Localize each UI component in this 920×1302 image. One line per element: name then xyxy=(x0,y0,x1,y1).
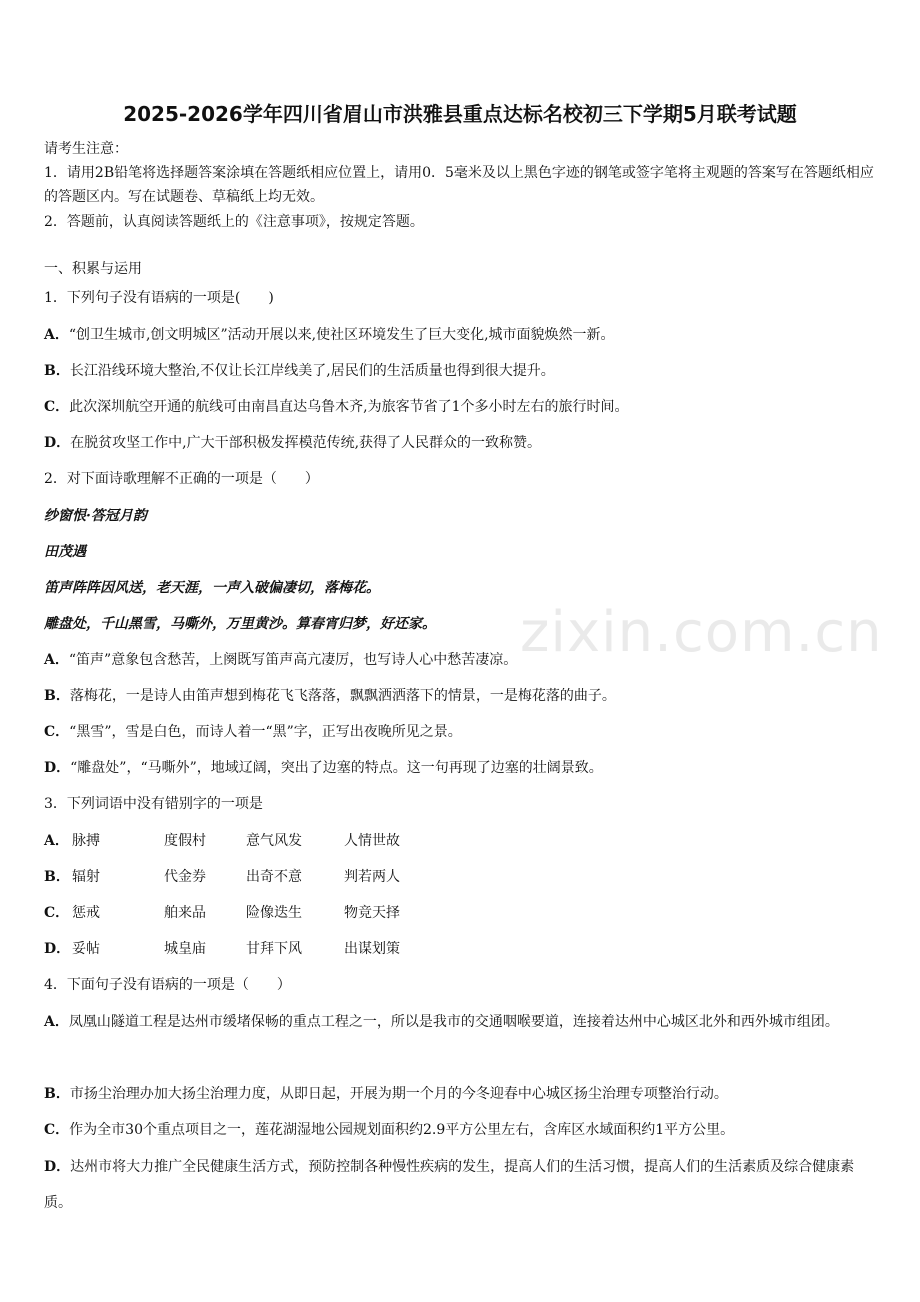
option-letter: D． xyxy=(44,435,71,451)
q4-option-d xyxy=(44,1149,880,1221)
option-text: “笛声”意象包含愁苦，上阕既写笛声高亢凄厉，也写诗人心中愁苦凄凉。 xyxy=(68,652,518,668)
watermark: zixin.com.cn xyxy=(520,600,883,665)
option-letter: A． xyxy=(44,1014,69,1030)
option-letter: B． xyxy=(44,869,70,885)
option-text: 在脱贫攻坚工作中,广大干部积极发挥模范传统,获得了人民群众的一致称赞。 xyxy=(70,435,542,451)
notice-item-2: 2．答题前，认真阅读答题纸上的《注意事项》，按规定答题。 xyxy=(44,214,424,230)
word: 惩戒 xyxy=(72,905,100,921)
option-letter: A． xyxy=(44,327,69,343)
q1-option-c xyxy=(44,396,629,418)
option-letter: D． xyxy=(44,1159,71,1175)
option-text: “雕盘处”，“马嘶外”，地域辽阔，突出了边塞的特点。这一句再现了边塞的壮阔景致。 xyxy=(70,760,603,776)
q4-option-a xyxy=(44,1004,880,1040)
poem-line-2: 雕盘处，千山黑雪，马嘶外，万里黄沙。算春宵归梦，好还家。 xyxy=(44,616,436,632)
option-text: 市扬尘治理办加大扬尘治理力度，从即日起，开展为期一个月的今冬迎春中心城区扬尘治理专项整治行动。 xyxy=(69,1086,728,1102)
q1-option-b xyxy=(44,360,555,382)
option-text: 长江沿线环境大整治,不仅让长江岸线美了,居民们的生活质量也得到很大提升。 xyxy=(69,363,555,379)
q2-option-c xyxy=(44,721,462,743)
option-letter: B． xyxy=(44,688,70,704)
word: 城皇庙 xyxy=(164,941,206,957)
word: 辐射 xyxy=(72,869,100,885)
word: 舶来品 xyxy=(164,905,206,921)
option-letter: C． xyxy=(44,724,70,740)
q1-stem: 1．下列句子没有语病的一项是( ) xyxy=(44,290,274,306)
q2-option-b xyxy=(44,685,616,707)
q4-option-c xyxy=(44,1119,734,1141)
option-letter: A． xyxy=(44,833,69,849)
word: 妥帖 xyxy=(72,941,100,957)
q4-option-b xyxy=(44,1083,728,1105)
option-text: 此次深圳航空开通的航线可由南昌直达乌鲁木齐,为旅客节省了1个多小时左右的旅行时间。 xyxy=(69,399,629,415)
word: 人情世故 xyxy=(344,833,400,849)
option-letter: D． xyxy=(44,760,71,776)
q3-option-a xyxy=(44,830,400,852)
q3-option-d xyxy=(44,938,400,960)
option-text: 落梅花，一是诗人由笛声想到梅花飞飞落落，飘飘洒洒落下的情景，一是梅花落的曲子。 xyxy=(69,688,616,704)
q2-option-a xyxy=(44,649,517,671)
q3-stem: 3．下列词语中没有错别字的一项是 xyxy=(44,796,263,812)
q1-option-a xyxy=(44,324,615,346)
q2-stem: 2．对下面诗歌理解不正确的一项是（ ） xyxy=(44,471,319,487)
option-text: 达州市将大力推广全民健康生活方式，预防控制各种慢性疾病的发生，提高人们的生活习惯，提高人们的生活素质及综合健康素质。 xyxy=(44,1159,855,1211)
poem-title: 纱窗恨·答冠月韵 xyxy=(44,508,147,524)
option-letter: C． xyxy=(44,905,70,921)
word: 物竞天择 xyxy=(344,905,400,921)
poem-line-1: 笛声阵阵因风送，老天涯，一声入破偏凄切，落梅花。 xyxy=(44,580,380,596)
word: 甘拜下风 xyxy=(246,941,302,957)
poem-author: 田茂遇 xyxy=(44,544,86,560)
q4-stem: 4．下面句子没有语病的一项是（ ） xyxy=(44,977,291,993)
word: 出奇不意 xyxy=(246,869,302,885)
option-text: “创卫生城市,创文明城区”活动开展以来,使社区环境发生了巨大变化,城市面貌焕然一新。 xyxy=(68,327,615,343)
option-letter: B． xyxy=(44,363,70,379)
option-letter: A． xyxy=(44,652,69,668)
q2-option-d xyxy=(44,757,603,779)
notice-item-1: 1．请用2B铅笔将选择题答案涂填在答题纸相应位置上，请用0．5毫米及以上黑色字迹的钢笔或签字笔将主观题的答案写在答题纸相应的答题区内。写在试题卷、草稿纸上均无效。 xyxy=(44,165,874,205)
option-letter: C． xyxy=(44,1122,70,1138)
option-letter: B． xyxy=(44,1086,70,1102)
word: 脉搏 xyxy=(72,833,100,849)
section-heading: 一、积累与运用 xyxy=(44,261,142,277)
word: 险像迭生 xyxy=(246,905,302,921)
notice-heading: 请考生注意： xyxy=(44,141,128,157)
q3-option-b xyxy=(44,866,400,888)
word: 代金券 xyxy=(164,869,206,885)
q1-option-d xyxy=(44,432,541,454)
option-text: 凤凰山隧道工程是达州市缓堵保畅的重点工程之一，所以是我市的交通咽喉要道，连接着达州中心城区北外和西外城市组团。 xyxy=(68,1014,839,1030)
option-letter: C． xyxy=(44,399,70,415)
word: 判若两人 xyxy=(344,869,400,885)
word: 度假村 xyxy=(164,833,206,849)
option-letter: D． xyxy=(44,941,71,957)
option-text: “黑雪”，雪是白色，而诗人着一“黑”字，正写出夜晚所见之景。 xyxy=(69,724,462,740)
page-title: 2025-2026学年四川省眉山市洪雅县重点达标名校初三下学期5月联考试题 xyxy=(123,102,797,126)
word: 出谋划策 xyxy=(344,941,400,957)
option-text: 作为全市30个重点项目之一，莲花湖湿地公园规划面积约2.9平方公里左右，含库区水域面积约1平方公里。 xyxy=(69,1122,735,1138)
word: 意气风发 xyxy=(246,833,302,849)
q3-option-c xyxy=(44,902,400,924)
